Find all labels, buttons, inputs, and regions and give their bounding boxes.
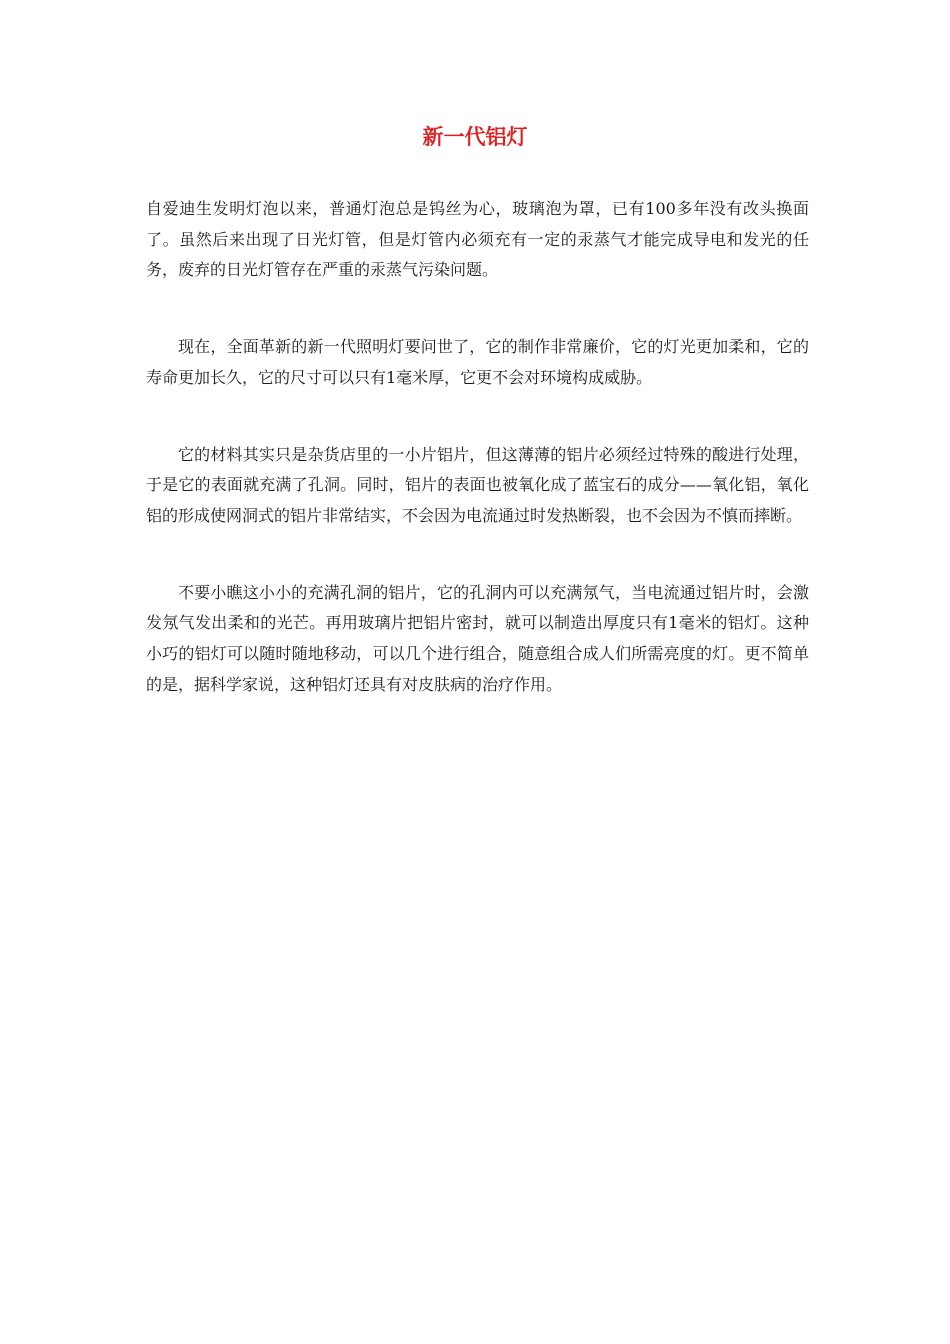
document-body — [146, 194, 809, 746]
document-title: 新一代铝灯 — [422, 125, 528, 149]
paragraph-3: 它的材料其实只是杂货店里的一小片铝片，但这薄薄的铝片必须经过特殊的酸进行处理，于是它的表面就充满了孔洞。同时，铝片的表面也被氧化成了蓝宝石的成分——氧化铝，氧化铝的形成使网洞式的铝片非常结实，不会因为电流通过时发热断裂，也不会因为不慎而摔断。 — [146, 444, 809, 525]
paragraph-1: 自爱迪生发明灯泡以来，普通灯泡总是钨丝为心，玻璃泡为罩，已有100多年没有改头换面了。虽然后来出现了日光灯管，但是灯管内必须充有一定的汞蒸气才能完成导电和发光的任务，废弃的日光灯管存在严重的汞蒸气污染问题。 — [146, 199, 809, 280]
paragraph-4: 不要小瞧这小小的充满孔洞的铝片，它的孔洞内可以充满氖气，当电流通过铝片时，会激发氖气发出柔和的光芒。再用玻璃片把铝片密封，就可以制造出厚度只有1毫米的铝灯。这种小巧的铝灯可以随时随地移动，可以几个进行组合，随意组合成人们所需亮度的灯。更不简单的是，据科学家说，这种铝灯还具有对皮肤病的治疗作用。 — [146, 582, 809, 694]
paragraph-2: 现在，全面革新的新一代照明灯要问世了，它的制作非常廉价，它的灯光更加柔和，它的寿命更加长久，它的尺寸可以只有1毫米厚，它更不会对环境构成威胁。 — [146, 337, 809, 387]
